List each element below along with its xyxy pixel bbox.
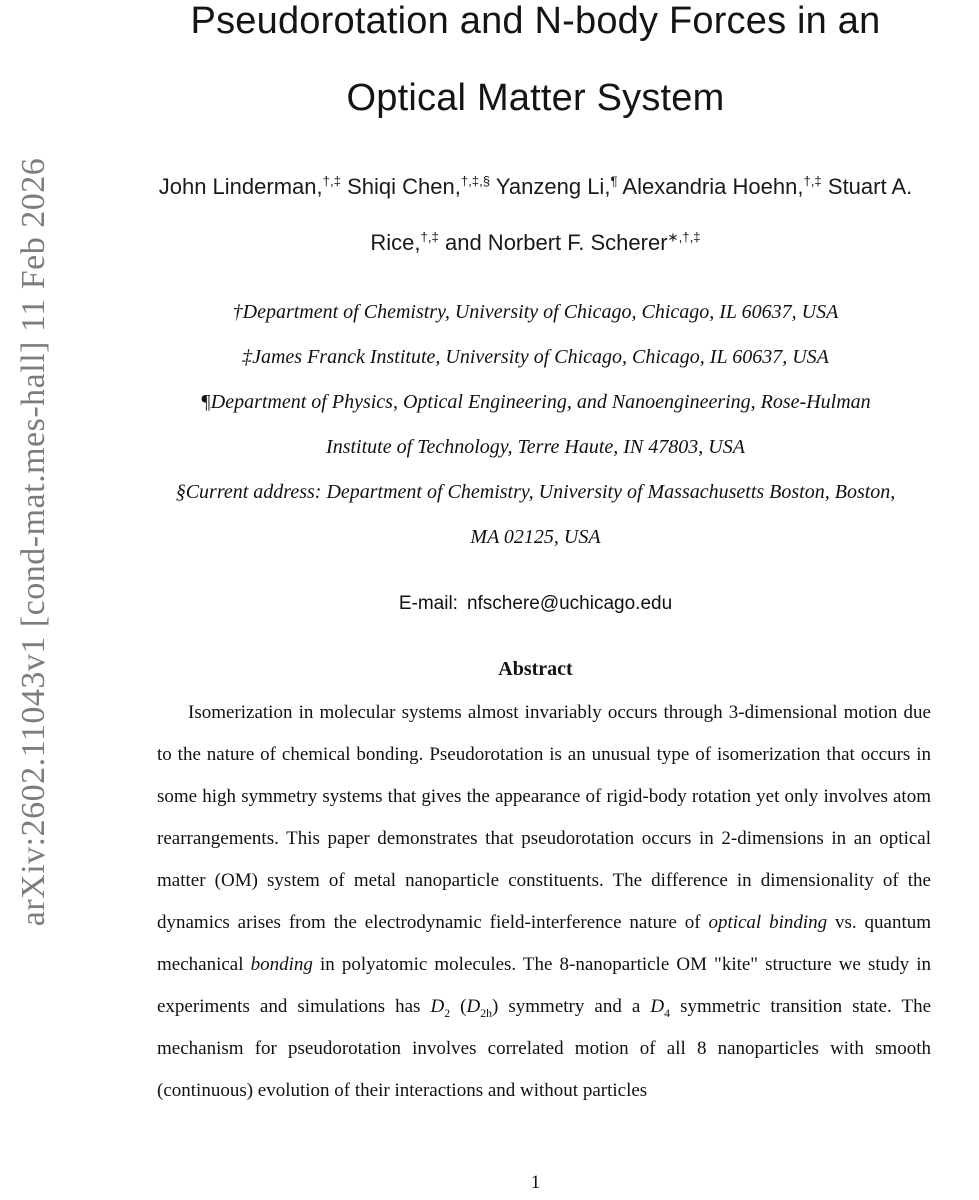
arxiv-watermark: arXiv:2602.11043v1 [cond-mat.mes-hall] 11 Feb 2026 <box>15 157 52 927</box>
author-line-1: John Linderman,†,‡ Shiqi Chen,†,‡,§ Yanzeng Li,¶ Alexandria Hoehn,†,‡ Stuart A. <box>158 173 913 199</box>
email-line <box>92 591 979 617</box>
abstract-heading: Abstract <box>498 658 573 680</box>
paper-content-column <box>92 0 979 1200</box>
affiliation-umass-boston-line-2: MA 02125, USA <box>470 526 601 548</box>
author-list <box>92 159 979 271</box>
affiliation-umass-boston-line-1: §Current address: Department of Chemistry, University of Massachusetts Boston, Boston, <box>175 481 896 503</box>
author-line-2: Rice,†,‡ and Norbert F. Scherer∗,†,‡ <box>370 229 701 255</box>
affiliations <box>92 290 979 560</box>
paper-title-line-1: Pseudorotation and N-body Forces in an <box>190 0 881 42</box>
paper-title-line-2: Optical Matter System <box>346 77 725 119</box>
affiliation-chemistry-uchicago: †Department of Chemistry, University of Chicago, Chicago, IL 60637, USA <box>232 301 839 323</box>
paper-title <box>92 0 979 137</box>
affiliation-rose-hulman-line-1: ¶Department of Physics, Optical Engineering, and Nanoengineering, Rose-Hulman <box>200 391 871 413</box>
page-number: 1 <box>530 1172 541 1193</box>
email-label: E-mail: <box>398 593 458 614</box>
abstract-text: Isomerization in molecular systems almost invariably occurs through 3-dimensional motion due to the nature of chemical bonding. Pseudorotation is an unusual type of isomerization that occurs in some high symmetry systems that gives the appearance of rigid-body rotation yet only involves atom rearrangements. This paper demonstrates that pseudorotation occurs in 2-dimensions in an optical matter (OM) system of metal nanoparticle constituents. The difference in dimensionality of the dynamics arises from the electrodynamic field-interference nature of optical binding vs. quantum mechanical bonding in polyatomic molecules. The 8-nanoparticle OM "kite" structure we study in experiments and simulations has $D_2$ $(D_{2h})$ symmetry and a $D_4$ symmetric transition state. The mechanism for pseudorotation involves correlated motion of all 8 nanoparticles with smooth (continuous) evolution of their interactions and without particles <box>157 702 932 1101</box>
affiliation-rose-hulman-line-2: Institute of Technology, Terre Haute, IN 47803, USA <box>326 436 745 458</box>
email-address-link[interactable]: nfschere@uchicago.edu <box>466 593 673 614</box>
affiliation-james-franck: ‡James Franck Institute, University of Chicago, Chicago, IL 60637, USA <box>242 346 829 368</box>
